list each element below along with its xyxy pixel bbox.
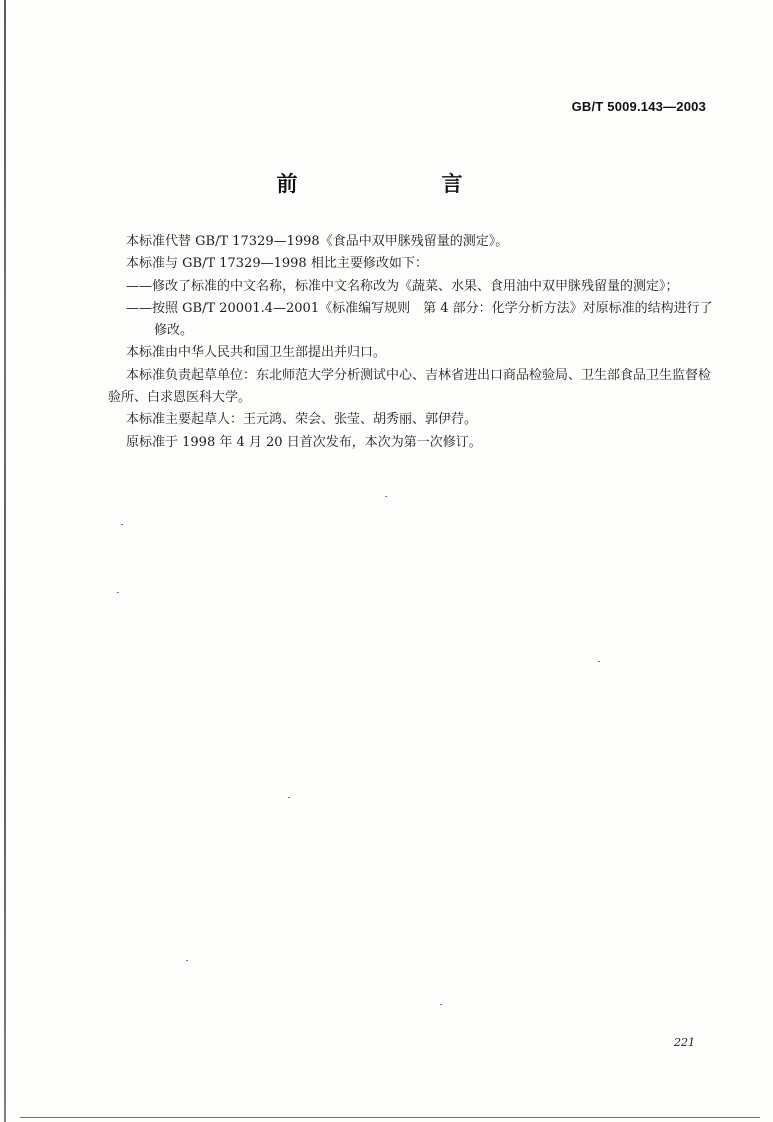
scan-speck	[385, 496, 387, 497]
page-title: 前 言	[276, 172, 497, 196]
page-number: 221	[674, 1036, 695, 1049]
scan-speck	[121, 524, 123, 525]
foreword-body	[108, 231, 713, 454]
scan-speck	[440, 1004, 442, 1005]
standard-code: GB/T 5009.143—2003	[571, 99, 706, 114]
paragraph-changes-intro: 本标准与 GB/T 17329—1998 相比主要修改如下：	[126, 256, 428, 272]
scan-edge-bottom	[20, 1117, 760, 1118]
scan-speck	[186, 960, 188, 961]
paragraph-change-structure-cont: 修改。	[154, 323, 194, 339]
scan-speck	[598, 661, 600, 662]
paragraph-replaces: 本标准代替 GB/T 17329—1998《食品中双甲脒残留量的测定》。	[126, 234, 509, 249]
scan-speck	[288, 797, 290, 798]
paragraph-drafters: 本标准主要起草人：王元鸿、荣会、张莹、胡秀丽、郭伊荇。	[126, 412, 478, 428]
scan-speck	[117, 592, 119, 593]
paragraph-change-name: ——修改了标准的中文名称，标准中文名称改为《蔬菜、水果、食用油中双甲脒残留量的测定》；	[126, 278, 679, 294]
paragraph-proposed-by: 本标准由中华人民共和国卫生部提出并归口。	[126, 345, 387, 361]
paragraph-change-structure: ——按照 GB/T 20001.4—2001《标准编写规则 第 4 部分：化学分析方法》对原标准的结构进行了	[126, 300, 713, 316]
paragraph-original-release: 原标准于 1998 年 4 月 20 日首次发布，本次为第一次修订。	[126, 434, 482, 450]
paragraph-drafting-units: 本标准负责起草单位：东北师范大学分析测试中心、吉林省进出口商品检验局、卫生部食品卫生监督检验所、白求恩医科大学。	[108, 367, 712, 406]
